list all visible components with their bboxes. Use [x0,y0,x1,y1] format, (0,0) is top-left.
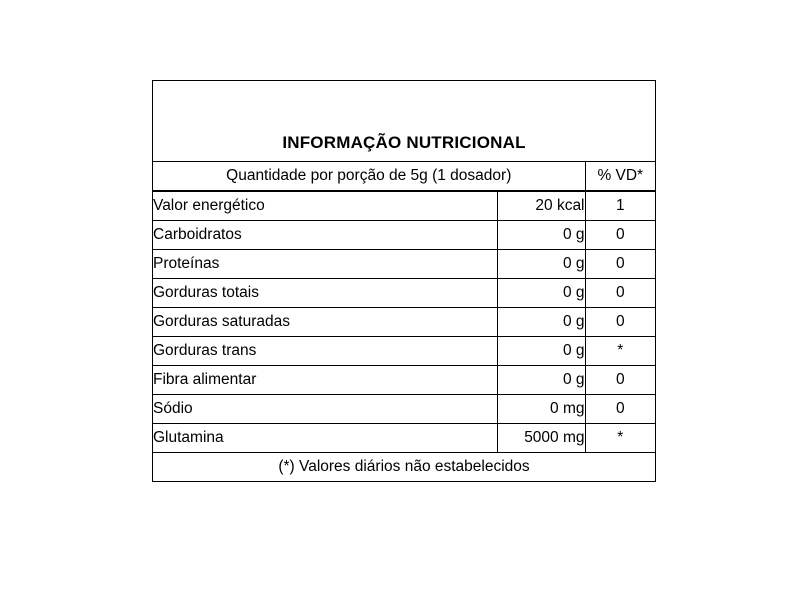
table-row [153,191,655,221]
row-nutrient-vd: 0 [615,313,625,330]
row-nutrient-name: Gorduras totais [153,279,497,308]
row-nutrient-vd: 1 [615,197,625,214]
row-nutrient-name: Valor energético [153,191,497,221]
row-nutrient-qty: 20 kcal [497,191,585,221]
row-nutrient-name: Sódio [153,395,497,424]
row-nutrient-qty: 0 mg [497,395,585,424]
row-nutrient-qty: 0 g [497,279,585,308]
table-row [153,424,655,453]
panel-top-spacer [153,81,655,133]
nutrition-facts-panel [152,80,656,482]
row-nutrient-vd: 0 [615,255,625,272]
table-header-row [153,162,655,192]
header-vd: % VD* [597,167,644,184]
table-row [153,308,655,337]
table-row [153,250,655,279]
table-row [153,366,655,395]
table-row [153,395,655,424]
row-nutrient-vd: 0 [615,400,625,417]
row-nutrient-qty: 0 g [497,221,585,250]
table-row [153,221,655,250]
row-nutrient-name: Gorduras saturadas [153,308,497,337]
row-nutrient-qty: 0 g [497,250,585,279]
row-nutrient-name: Fibra alimentar [153,366,497,395]
table-row [153,337,655,366]
row-nutrient-vd: 0 [615,226,625,243]
header-portion: Quantidade por porção de 5g (1 dosador) [153,162,585,192]
row-nutrient-qty: 0 g [497,337,585,366]
row-nutrient-vd: * [617,342,624,359]
row-nutrient-vd: * [617,429,624,446]
nutrition-table [153,161,655,481]
row-nutrient-qty: 0 g [497,366,585,395]
nutrition-title: INFORMAÇÃO NUTRICIONAL [282,133,526,152]
footnote-row [153,453,655,482]
row-nutrient-vd: 0 [615,284,625,301]
row-nutrient-qty: 0 g [497,308,585,337]
footnote-text: (*) Valores diários não estabelecidos [278,458,530,475]
table-row [153,279,655,308]
row-nutrient-name: Proteínas [153,250,497,279]
row-nutrient-qty: 5000 mg [497,424,585,453]
row-nutrient-name: Gorduras trans [153,337,497,366]
row-nutrient-name: Glutamina [153,424,497,453]
row-nutrient-name: Carboidratos [153,221,497,250]
row-nutrient-vd: 0 [615,371,625,388]
